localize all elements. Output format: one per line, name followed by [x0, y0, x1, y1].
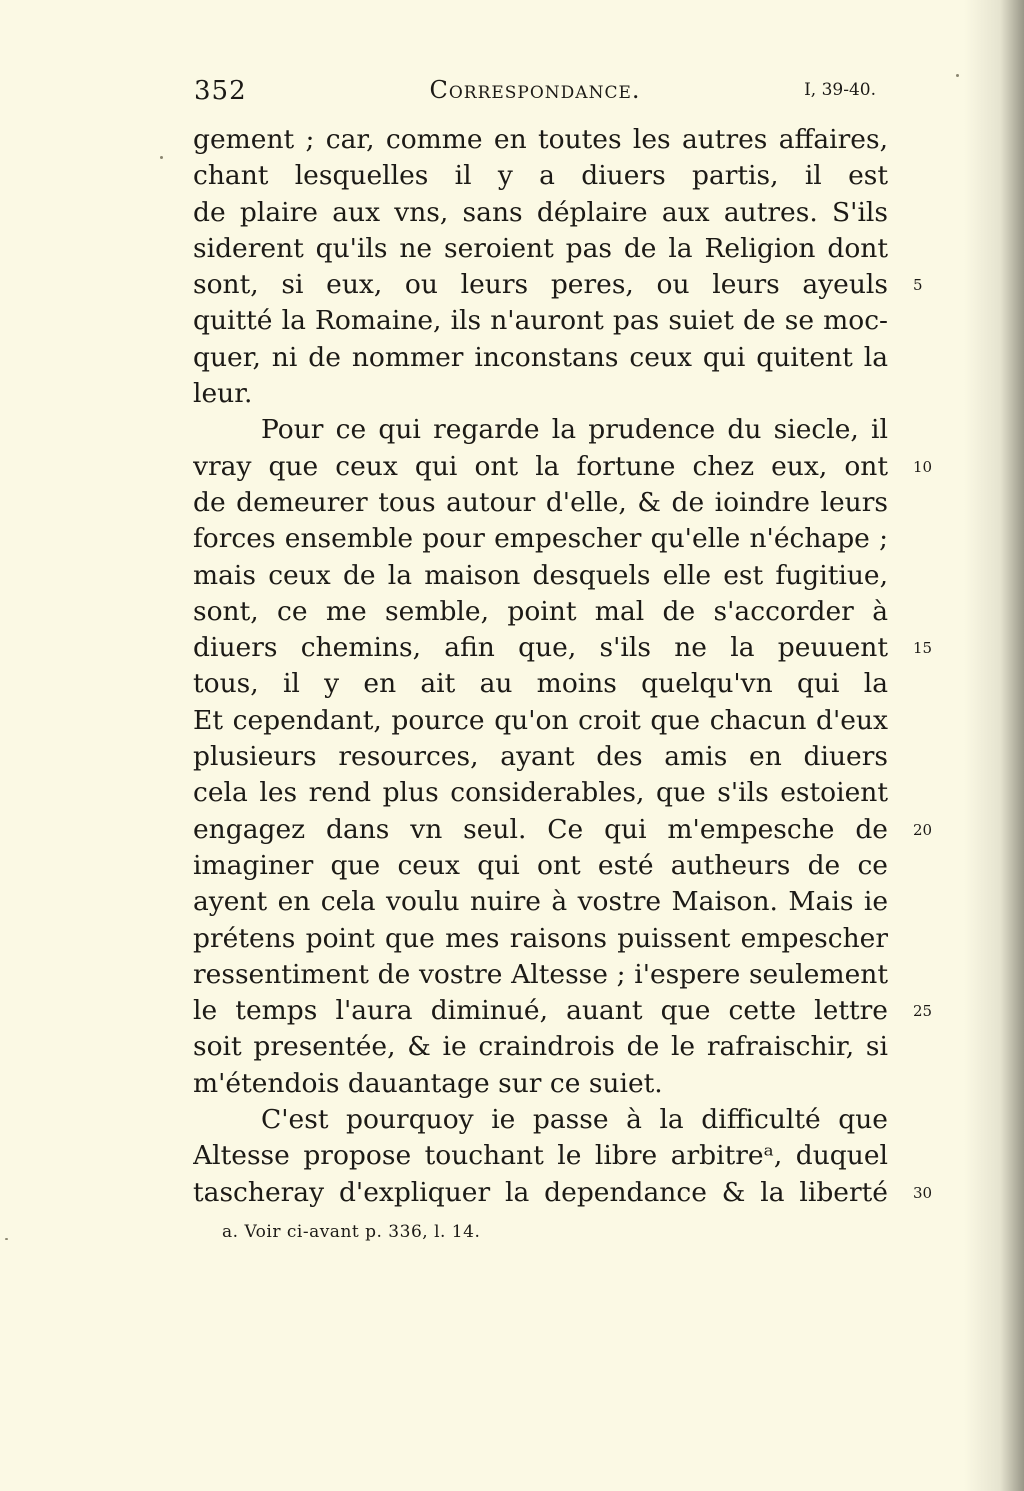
line-text: de demeurer tous autour d'elle, & de ioindre leurs [193, 486, 888, 518]
text-line [193, 775, 888, 811]
text-line [193, 921, 888, 957]
line-text: imaginer que ceux qui ont esté autheurs de ce [193, 849, 888, 881]
line-text: vray que ceux qui ont la fortune chez eux, ont [193, 450, 888, 482]
text-line [193, 158, 888, 194]
margin-line-number: 15 [913, 639, 933, 658]
line-text: leur. [193, 378, 253, 410]
page-number: 352 [194, 76, 247, 106]
text-line [193, 231, 888, 267]
line-text: mais ceux de la maison desquels elle est fugitiue, [193, 559, 888, 591]
margin-line-number: 25 [913, 1002, 933, 1021]
text-line [193, 812, 933, 848]
text-line [193, 739, 888, 775]
ink-speck [956, 74, 959, 77]
volume-reference: I, 39-40. [804, 80, 876, 100]
text-line [193, 703, 888, 739]
text-line [193, 630, 933, 666]
text-line [193, 122, 888, 158]
text-line [193, 1102, 888, 1138]
line-text: plusieurs resources, ayant des amis en diuers [193, 741, 888, 773]
text-line [193, 412, 888, 448]
line-text: siderent qu'ils ne seroient pas de la Religion dont [193, 232, 888, 264]
line-text: engagez dans vn seul. Ce qui m'empesche de [193, 813, 888, 845]
text-line [193, 1138, 888, 1174]
text-line [193, 957, 888, 993]
running-title: Correspondance. [429, 76, 641, 104]
text-line [193, 303, 888, 339]
line-text: soit presentée, & ie craindrois de le rafraischir, si [193, 1031, 888, 1063]
text-line [193, 267, 923, 303]
text-line [193, 340, 888, 376]
page-edge-shadow [964, 0, 1024, 1491]
line-text: quitté la Romaine, ils n'auront pas suiet de se moc- [193, 305, 888, 337]
text-line [193, 558, 888, 594]
line-text: forces ensemble pour empescher qu'elle n'échape ; [193, 523, 888, 555]
text-line [193, 485, 888, 521]
text-line [193, 993, 933, 1029]
line-text: cela les rend plus considerables, que s'ils estoient [193, 777, 888, 809]
line-text: C'est pourquoy ie passe à la difficulté que [261, 1104, 888, 1136]
line-text: chant lesquelles il y a diuers partis, il est [193, 160, 888, 192]
text-line [193, 666, 888, 702]
line-text: prétens point que mes raisons puissent empescher [193, 922, 888, 954]
line-text: le temps l'aura diminué, auant que cette lettre [193, 995, 888, 1027]
text-line [193, 449, 933, 485]
body-text [193, 122, 933, 1211]
text-line [193, 594, 888, 630]
line-text: sont, ce me semble, point mal de s'accorder à [193, 595, 888, 627]
text-line [193, 195, 888, 231]
line-text: tascheray d'expliquer la dependance & la liberté [193, 1176, 888, 1208]
line-text: gement ; car, comme en toutes les autres affaires, [193, 124, 888, 155]
line-text: quer, ni de nommer inconstans ceux qui quitent la [193, 341, 888, 373]
margin-line-number: 20 [913, 820, 933, 839]
line-text: ayent en cela voulu nuire à vostre Maison. Mais ie [193, 886, 888, 918]
text-line [193, 376, 888, 412]
margin-line-number: 30 [913, 1183, 933, 1202]
line-text: Et cependant, pource qu'on croit que chacun d'eux [193, 704, 888, 736]
text-line [193, 848, 888, 884]
line-text: ressentiment de vostre Altesse ; i'espere seulement [193, 958, 888, 990]
text-line [193, 1029, 888, 1065]
text-line [193, 1175, 933, 1211]
text-line [193, 1066, 888, 1102]
text-line [193, 884, 888, 920]
footnote: a. Voir ci-avant p. 336, l. 14. [222, 1222, 481, 1242]
line-text: m'étendois dauantage sur ce suiet. [193, 1067, 663, 1099]
text-line [193, 521, 888, 557]
ink-speck [160, 156, 163, 159]
line-text: sont, si eux, ou leurs peres, ou leurs ayeuls [193, 269, 888, 301]
page-header [190, 72, 890, 112]
line-text: tous, il y en ait au moins quelqu'vn qui la [193, 668, 888, 700]
line-text: Pour ce qui regarde la prudence du siecle, il [261, 414, 888, 446]
line-text: de plaire aux vns, sans déplaire aux autres. S'ils [193, 196, 888, 228]
line-text: Altesse propose touchant le libre arbitreᵃ, duquel [193, 1140, 888, 1172]
line-text: diuers chemins, afin que, s'ils ne la peuuent [193, 632, 888, 664]
ink-speck [5, 1238, 8, 1240]
margin-line-number: 10 [913, 457, 933, 476]
margin-line-number: 5 [913, 276, 923, 295]
